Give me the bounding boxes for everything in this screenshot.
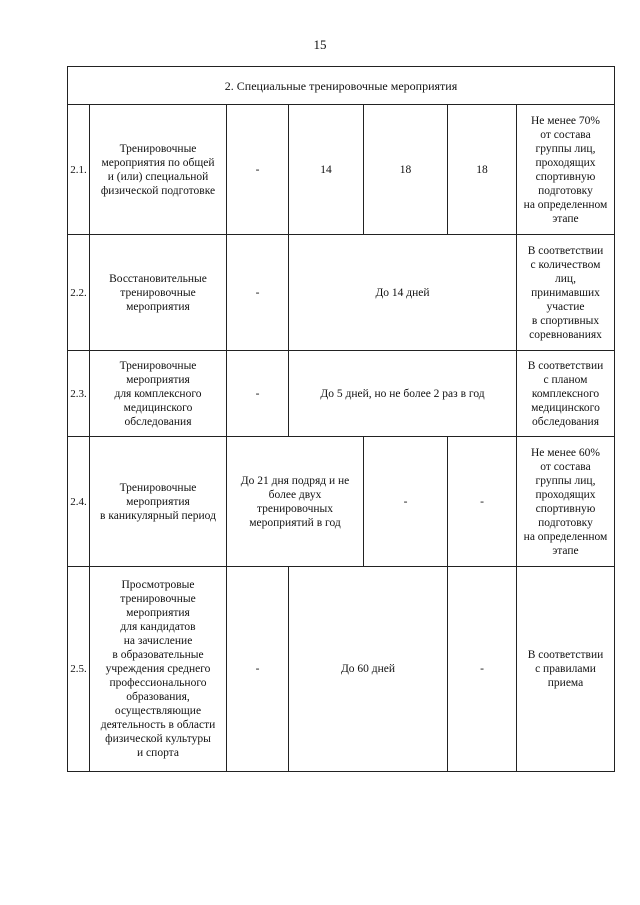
note-line: спортивную [535,502,596,515]
note-cell [517,105,615,235]
note-line: проходящих [535,488,596,501]
event-name-cell [90,235,227,351]
event-name-line: Тренировочные [119,142,197,155]
value-cell: 18 [364,105,448,235]
event-name-cell [90,105,227,235]
note-cell [517,437,615,567]
note-line: на определенном [523,530,608,543]
duration-cell [227,437,364,567]
event-name-line: в каникулярный период [100,509,216,522]
note-line: участие [546,300,585,313]
value-cell: - [227,235,289,351]
note-line: медицинского [531,401,600,414]
event-name-cell [90,567,227,772]
event-name-line: для кандидатов [120,621,196,633]
note-line: приема [547,677,584,689]
duration-cell: До 14 дней [289,235,517,351]
note-line: от состава [540,460,591,473]
note-line: этапе [552,544,579,557]
event-name-line: на зачисление [123,635,193,647]
note-cell [517,351,615,437]
note-line: с правилами [535,663,596,675]
event-name-line: тренировочные [120,286,196,299]
note-line: В соответствии [527,244,604,257]
note-line: группы лиц, [535,142,596,155]
section-title: 2. Специальные тренировочные мероприятия [68,67,615,105]
event-name-line: осуществляющие [114,705,202,717]
event-name-line: тренировочные [120,593,196,605]
duration-line: До 21 дня подряд и не [240,474,350,487]
event-name-line: физической культуры [105,733,211,745]
event-name-line: деятельность в области [100,719,216,731]
duration-cell: До 60 дней [289,567,448,772]
note-line: с количеством [530,258,601,271]
duration-cell: До 5 дней, но не более 2 раз в год [289,351,517,437]
table-row [68,235,615,351]
note-line: обследования [532,415,599,428]
event-name-line: и (или) специальной [107,170,209,183]
event-name-line: обследования [124,415,192,428]
row-number: 2.4. [68,437,90,567]
note-line: на определенном [523,198,608,211]
event-name-line: мероприятия [126,607,190,619]
note-line: комплексного [531,387,600,400]
event-name-line: Просмотровые [121,579,195,591]
row-number: 2.2. [68,235,90,351]
event-name-line: мероприятия [126,495,190,508]
value-cell: - [364,437,448,567]
table-row [68,437,615,567]
value-cell: - [227,567,289,772]
event-name-cell [90,351,227,437]
note-line: от состава [540,128,591,141]
note-line: проходящих [535,156,596,169]
event-name-line: мероприятия [126,373,190,386]
note-cell [517,567,615,772]
row-number: 2.3. [68,351,90,437]
note-line: подготовку [538,184,593,197]
event-name-cell [90,437,227,567]
value-cell: - [227,105,289,235]
section-header-row [68,67,615,105]
event-name-line: физической подготовке [100,184,216,197]
note-line: Не менее 60% [531,446,600,459]
note-line: В соответствии [527,359,604,372]
note-line: этапе [552,212,579,225]
value-cell: 18 [448,105,517,235]
event-name-line: в образовательные [112,649,204,661]
event-name-line: образования, [126,691,190,703]
training-events-table [67,66,615,772]
note-line: лиц, [555,272,576,285]
note-line: принимавших [531,286,600,299]
note-cell [517,235,615,351]
note-line: подготовку [538,516,593,529]
value-cell: - [227,351,289,437]
value-cell: - [448,567,517,772]
table-row [68,567,615,772]
duration-line: тренировочных [256,502,334,515]
value-cell: 14 [289,105,364,235]
table-row [68,105,615,235]
event-name-line: Тренировочные [119,359,197,372]
event-name-line: мероприятия [126,300,190,313]
event-name-line: Тренировочные [119,481,197,494]
row-number: 2.1. [68,105,90,235]
event-name-line: Восстановительные [109,272,207,285]
note-line: группы лиц, [535,474,596,487]
duration-line: более двух [268,488,322,501]
table-row [68,351,615,437]
note-line: с планом [543,373,588,386]
row-number: 2.5. [68,567,90,772]
event-name-line: мероприятия по общей [101,156,215,169]
note-line: Не менее 70% [531,114,600,127]
note-line: спортивную [535,170,596,183]
event-name-line: профессионального [109,677,207,689]
note-line: В соответствии [527,649,604,661]
duration-line: мероприятий в год [249,516,341,529]
value-cell: - [448,437,517,567]
note-line: соревнованиях [529,328,602,341]
event-name-line: учреждения среднего [105,663,211,675]
event-name-line: для комплексного [114,387,202,400]
event-name-line: и спорта [137,747,179,759]
event-name-line: медицинского [123,401,193,414]
page-number: 15 [313,37,327,52]
note-line: в спортивных [531,314,600,327]
